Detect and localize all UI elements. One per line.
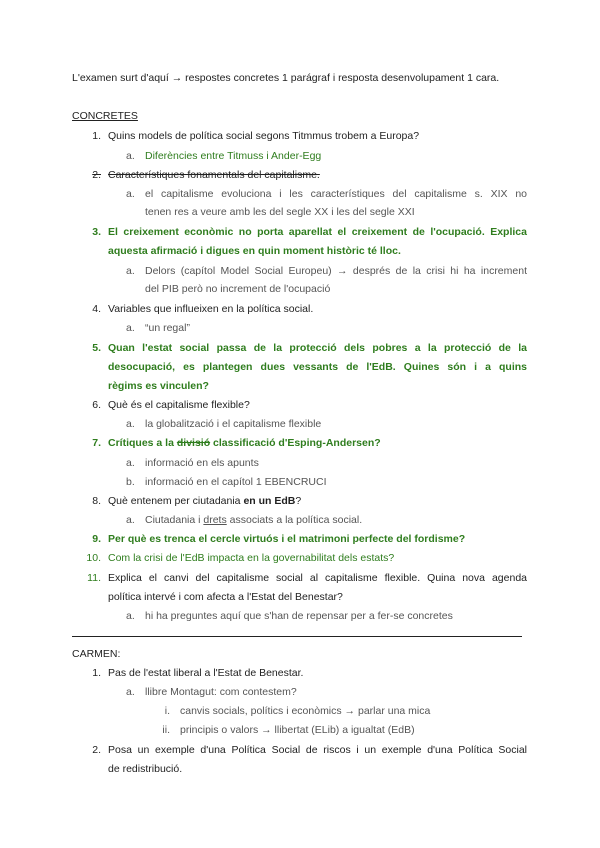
carmen-answer-1a: llibre Montagut: com contestem? — [145, 686, 297, 698]
roman-numeral: ii. — [162, 724, 170, 736]
sub-letter: a. — [126, 322, 135, 334]
sub-letter: a. — [126, 188, 135, 200]
carmen-question-1: Pas de l'estat liberal a l'Estat de Benestar. — [108, 667, 304, 679]
question-5-line3: règims es vinculen? — [108, 380, 209, 392]
sub-letter: a. — [126, 514, 135, 526]
answer-3a-line1: Delors (capítol Model Social Europeu) → després de la crisi hi ha increment — [145, 265, 527, 277]
answer-2a-line2: tenen res a veure amb les del segle XX i les del segle XXI — [145, 206, 415, 218]
horizontal-divider — [72, 636, 522, 637]
question-5-line1: Quan l'estat social passa de la protecció dels pobres a la protecció de la — [108, 342, 527, 354]
section-heading-carmen: CARMEN: — [72, 648, 121, 660]
sub-letter: a. — [126, 150, 135, 162]
item-number: 1. — [92, 667, 101, 679]
struck-word: divisió — [176, 437, 211, 449]
sub-letter: a. — [126, 610, 135, 622]
item-number: 7. — [92, 437, 101, 449]
sub-letter: a. — [126, 457, 135, 469]
answer-8a: Ciutadania i drets associats a la política social. — [145, 514, 363, 526]
question-9: Per què es trenca el cercle virtuós i el matrimoni perfecte del fordisme? — [108, 533, 466, 545]
sub-letter: a. — [126, 418, 135, 430]
answer-3a-line2: del PIB però no increment de l'ocupació — [145, 283, 331, 295]
item-number: 11. — [87, 572, 101, 584]
carmen-question-2-line2: de redistribució. — [108, 763, 183, 775]
question-1: Quins models de política social segons Titmmus trobem a Europa? — [108, 130, 420, 142]
sub-letter: b. — [126, 476, 135, 488]
question-3-line1: El creixement econòmic no porta aparellat el creixement de l'ocupació. Explica — [108, 226, 527, 238]
item-number: 5. — [92, 342, 101, 354]
sub-letter: a. — [126, 265, 135, 277]
carmen-answer-1a-ii: principis o valors → llibertat (ELib) a igualtat (EdB) — [180, 724, 415, 736]
question-5-line2: desocupació, es plantegen dues vessants de l'EdB. Quines són i a quins — [108, 361, 527, 373]
answer-4a: “un regal” — [145, 322, 190, 334]
question-3-line2: aquesta afirmació i digues en quin moment històric té lloc. — [108, 245, 401, 257]
answer-11a: hi ha preguntes aquí que s'han de repensar per a fer-se concretes — [145, 610, 453, 622]
answer-6a: la globalització i el capitalisme flexible — [145, 418, 322, 430]
item-number: 6. — [92, 399, 101, 411]
section-heading-concretes: CONCRETES — [72, 110, 138, 122]
question-10: Com la crisi de l'EdB impacta en la governabilitat dels estats? — [108, 552, 395, 564]
item-number: 1. — [92, 130, 101, 142]
question-8: Què entenem per ciutadania en un EdB? — [108, 495, 302, 507]
item-number: 2. — [92, 744, 101, 756]
carmen-question-2-line1: Posa un exemple d'una Política Social de riscos i un exemple d'una Política Social — [108, 744, 527, 756]
sub-letter: a. — [126, 686, 135, 698]
item-number: 4. — [92, 303, 101, 315]
question-11-line2: política intervé i com afecta a l'Estat del Benestar? — [108, 591, 343, 603]
question-11-line1: Explica el canvi del capitalisme social al capitalisme flexible. Quina nova agenda — [108, 572, 527, 584]
carmen-answer-1a-i: canvis socials, polítics i econòmics → parlar una mica — [180, 705, 431, 717]
answer-1a: Diferències entre Titmuss i Ander-Egg — [145, 150, 322, 162]
item-number: 8. — [92, 495, 101, 507]
question-7: Crítiques a la divisió classificació d'Esping-Andersen? — [108, 437, 381, 449]
item-number: 2. — [92, 169, 101, 181]
roman-numeral: i. — [164, 705, 170, 717]
intro-text: L'examen surt d'aquí → respostes concretes 1 parágraf i resposta desenvolupament 1 cara. — [72, 72, 500, 84]
item-number: 10. — [86, 552, 101, 564]
question-4: Variables que influeixen en la política social. — [108, 303, 314, 315]
item-number: 3. — [92, 226, 101, 238]
answer-2a-line1: el capitalisme evoluciona i les característiques del capitalisme s. XIX no — [145, 188, 527, 200]
question-2: Característiques fonamentals del capitalisme. — [108, 169, 320, 181]
item-number: 9. — [92, 533, 101, 545]
answer-7a: informació en els apunts — [145, 457, 259, 469]
question-6: Què és el capitalisme flexible? — [108, 399, 250, 411]
answer-7b: informació en el capítol 1 EBENCRUCI — [145, 476, 327, 488]
